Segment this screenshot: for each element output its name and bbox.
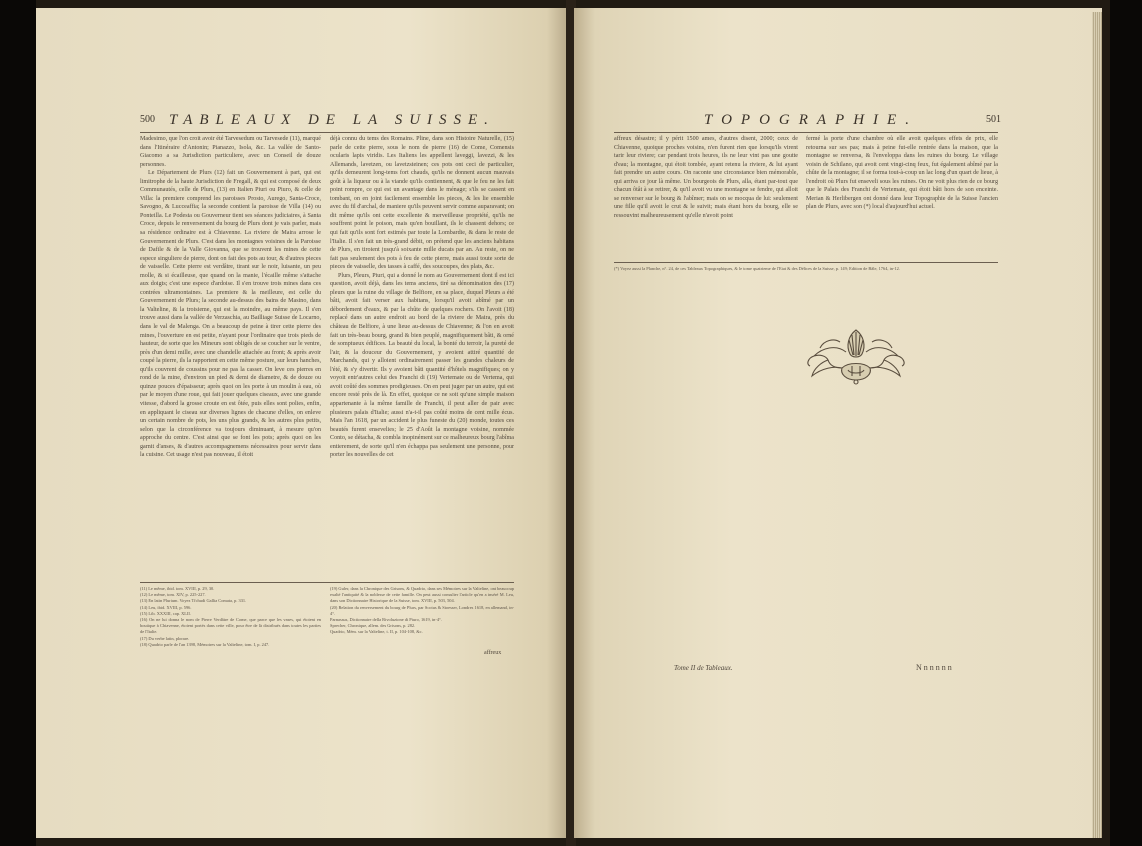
left-page-number: 500 bbox=[140, 114, 155, 125]
book-spread bbox=[36, 0, 1110, 846]
footnote: (19) Guler, dans la Chronique des Grisons, & Quadrio, dans ses Mémoires sur la Valteline, ont beaucoup exalté l'antiquité & la noblesse de cette famille. On peut aussi consulter l'article qu'en a inséré M. Leu, dans son Dictionnaire Historique de la Suisse, tom. XVIII, p. 503, 504. bbox=[330, 586, 514, 604]
footnote: (12) Le même, tom. XIV, p. 225-227. bbox=[140, 592, 206, 598]
footnote: (20) Relation du renversement du bourg de Plurs, par Scotus & Stoesser, Londres 1618, en allemand, in-4°. bbox=[330, 604, 514, 616]
shell-ornament-icon bbox=[800, 322, 912, 386]
left-column-2 bbox=[330, 135, 514, 460]
signature-mark-right: Nnnnnn bbox=[916, 663, 954, 672]
footnote: (11) Le même, ibid. tom. XVIII, p. 29, 30. bbox=[140, 586, 215, 591]
catchword: affreux bbox=[484, 650, 502, 656]
paragraph: Madesimo, que l'on croit avoir été Tarvesedum ou Tarvesede (11), marqué dans l'Itinéraire d'Antonin; Pianazzo, Isola, &c. La vallée de Santo-Giacomo a sa Jurisdiction particuliere, avec un Conseil de douze personnes. bbox=[140, 136, 321, 168]
paragraph: Plurs, Pleurs, Piuri, qui a donné le nom au Gouvernement dont il est ici question, avoit déjà, dans les tems anciens, tiré sa dénomination des (17) pleurs que la ruine du village de Belfiore, en sa place, duquel Pleurs a été bâti, avoit fait verser aux habitans, lorsqu'il avoit abîmé par un débordement d'eaux, & par la chûte de quelques rochers. On l'avoit (18) replacé dans un autre endroit au bord de la riviere de Maira, près du château de Belfiore, à une lieue au-dessus de Chiavenne; & l'on en avoit fait un très-beau bourg, grand & bien peuplé, magnifiquement bâti, & orné de somptueux édifices. La beauté du local, la bonté du terroir, la pureté de l'air, & la douceur du Gouvernement, y avoient attiré quantité de Marchands, qui y alloient ordinairement passer les grandes chaleurs de l'été, & s'y divertir. Ils y avoient bâti quantité d'hôtels magnifiques; on y voyoit entr'autres celui des Franchi di (19) Vertemate ou de Vertema, qui avoit coûté des sommes prodigieuses. On en peut juger par un autre, qui est encore resté près de là. En effet, quoique ce ne soit qu'une simple maison appartenante à la même famille de Franchi, il peut aller de pair avec plusieurs palais d'Italie; aussi n'a-t-il pas coûté moins de cent mille écus. Mais l'an 1618, par un accident le plus funeste du (20) monde, toutes ces beautés furent ensevelies; le 25 d'Août la montagne voisine, nommée Conto, se détacha, & combla inopinément sur ce malheureux bourg l'abîma entierement, de sorte qu'il n'en échappa pas seulement une personne, pour porter les nouvelles de cet bbox=[330, 272, 514, 459]
right-page-number: 501 bbox=[986, 114, 1001, 125]
page-edges bbox=[1092, 12, 1102, 838]
left-footnotes-2 bbox=[330, 586, 514, 636]
left-footnotes-1 bbox=[140, 586, 321, 648]
footnote: (14) Leu, ibid. XVIII, p. 596. bbox=[140, 604, 192, 610]
left-running-header: TABLEAUX DE LA SUISSE. bbox=[169, 112, 495, 128]
left-notes-rule bbox=[140, 582, 514, 583]
right-column-2 bbox=[806, 135, 998, 212]
footnote: (15) Lib. XXXIII, cap. XLII. bbox=[140, 610, 191, 616]
footnote: Quadrio, Mém. sur la Valteline, t. II, p. 104-108, &c. bbox=[330, 629, 423, 635]
right-footnote: (*) Voyez aussi la Planche, n°. 24, de ces Tableaux Topographiques, & le tome quatrieme de l'Etat & des Délices de la Suisse, p. 149; Edition de Bâle, 1764, in-12. bbox=[614, 266, 900, 271]
right-page bbox=[574, 8, 1102, 838]
right-running-header: TOPOGRAPHIE. bbox=[704, 112, 918, 128]
left-header-rule bbox=[140, 132, 514, 133]
paragraph: affreux désastre; il y périt 1500 ames, d'autres disent, 2000; ceux de Chiavenne, quoique proches voisins, n'en furent rien que lorsqu'ils virent tarir leur riviere; car pendant trois heures, ils ne leur vint pas une goutte d'eau; la montagne, qui étoit tombée, ayant retenu la riviere, & lui ayant fait prendre un autre cours. On raconte une circonstance bien mémorable, qui arriva ce jour là même. Un bourgeois de Plurs, alla, étant par-tout que chacun ôtât à se retirer, & qu'il avoit vu une montagne se fendre, qui alloit se renverser sur le bourg & l'abîmer; mais on se mocqua de lui: seulement une fille qu'il avoit le crut & le suivit; mais étant hors du bourg, elle se ressouvint malheureusement qu'elle n'avoit point bbox=[614, 136, 798, 219]
footnote: (17) Du verbe latin, plorare. bbox=[140, 635, 190, 641]
right-header-rule bbox=[614, 132, 998, 133]
right-column-1 bbox=[614, 135, 798, 220]
footnote: (18) Quadrio parle de l'an 1398, Mémoires sur la Valteline, tom. I, p. 247. bbox=[140, 641, 270, 647]
footnote: (13) En latin Plurium. Voyez Tfchudi Gallia Comata, p. 331. bbox=[140, 598, 247, 604]
footnote: Sprecher, Chronique, allem. des Grisons, p. 282. bbox=[330, 623, 416, 629]
footnote: (16) On ne lui donna le nom de Pierre Verdâtre de Come, que parce que les vases, qui étoient en boutique à Chiavenne, étoient portés dans cette ville, pour être de là distribués dans toutes les parties de l'Italie. bbox=[140, 617, 321, 635]
paragraph: Le Département de Plurs (12) fait un Gouvernement à part, qui est limitrophe de la haute Jurisdiction de Fregall, & qui est composé de deux Communautés, celle de Plurs, (13) en Italien Piuri ou Piuro, & celle de Villa: la premiere comprend les paroisses Prosto, Aurego, Santa-Croce, Savogno, & Lucceaffia; la seconde contient la paroisse de Villa (14) ou Ponteilla. Le Podesta ou Gouverneur tient ses séances judiciaires, à Santa Croce, depuis le renversement du bourg de Plurs dont je vais parler, mais sa résidence ordinaire est à Chiavenne. La riviere de Maira arrose le Gouvernement de Plurs. C'est dans les montagnes voisines de la Paroisse de Dafile & de la Valle Giovanna, que se trouvent les mines de cette espece singuliere de pierre, dont on fait des pots au tour, & d'autres pieces de vaisselle. Cette pierre est verdâtre, tirant sur le noir, luisante, un peu molle, & si écailleuse, que quand on la manie, l'écaille même s'attache aux doigts; c'est une espece d'ardoise. Il s'en trouve trois mines dans ces contrées ultramontaines. La premiere & la meilleure, est celle du Gouvernement de Plurs; la seconde au-dessus des bains de Masino, dans la Valteline, & la troisieme, qui est la moindre, au même pays. Il s'en trouve aussi dans la vallée de Verzaschia, au Bailliage Suisse de Locarno, dans le val de Malenga. On a beaucoup de peine à tirer cette pierre des mines, l'ouverture en est petite, n'ayant pour l'ordinaire que trois pieds de hauteur, de sorte que les Mineurs sont obligés de se coucher sur le ventre, près d'un demi mille, avec une chandelle attachée au front; & après avoir coupé la pierre, ils la rapportent en cette même posture, sur leurs hanches, qu'ils couvrent de coussins pour ne pas la casser. On leve ces pierres en rond de la mine, d'environ un pied & demi de diametre, & de douze ou quinze pouces d'épaisseur; après quoi on les porte à un moulin à eau, où par le moyen d'une roue, qui fait jouer quelques ciseaux, avec une grande vitesse, d'abord la grosse croute en est ôtée, puis elles sont polies, enfin, en appliquant le ciseau sur diverses lignes de chacune d'elles, on enleve un certain nombre de pots, les uns plus grands, & les autres plus petits, selon que la circonférence va toujours diminuant, à mesure qu'on approche du centre. C'est ainsi que se font les pots; après quoi on les garnit d'anses, & d'autres accompagnemens nécessaires pour servir dans la cuisine. Cet usage n'est pas nouveau, il étoit bbox=[140, 170, 321, 459]
left-column-1 bbox=[140, 135, 321, 460]
signature-mark-left: Tome II de Tableaux. bbox=[674, 664, 733, 672]
left-page bbox=[36, 8, 568, 838]
paragraph: fermé la porte d'une chambre où elle avoit quelques effets de prix, elle retourna sur ses pas; mais à peine fut-elle rentrée dans la maison, que la montagne se renversa, & l'enveloppa dans les ruines du bourg. Le village voisin de Schilano, qui avoit cent vingt-cinq feux, fut également abîmé par la chûte de la montagne; il se forma tout-à-coup un lac long d'un quart de lieue, à l'endroit où Plurs fut enseveli sous les ruines. On ne voit plus rien de ce bourg que le Palais des Franchi de Vertemate, qui étoit bâti hors de son enceinte. Merian & Herlibergen ont donné dans leur Topographie de la Suisse l'ancien plan de Plurs, avec son (*) local d'aujourd'hui actuel. bbox=[806, 136, 998, 211]
footnote: Parnassus, Dictionnaire della Rivoluzione di Piuro, 1619, in-4°. bbox=[330, 617, 442, 623]
paragraph: déjà connu du tems des Romains. Pline, dans son Histoire Naturelle, (15) parle de cette pierre, sous le nom de pierre (16) de Come, Comensis ocularis lapis viridis. Les Italiens les appellent laveggi, lavezzi, & les Allemands, lavetzen, ou lavetzsteinen; ces pots ont ceci de particulier, qu'ils demeurent long-tems fort chauds, qu'ils ne donnent aucun mauvais goût à la liqueur ou à la viande qu'ils contiennent, & que le feu ne les fait point rompre, ce qui est un avantage dans le ménage; s'ils se cassent en tombant, on en joint facilement ensemble les pieces, & les lie ensemble avec du fil d'archal, de maniere qu'ils peuvent servir comme auparavant; on dit même qu'ils ont cette excellente & merveilleuse propriété, qu'ils ne souffrent point le poison, mais qu'en bouillant, ils le chassent dehors; ce qui fait qu'ils sont fort estimés par toute la Lombardie, & dans le reste de l'Italie. Il s'en fait un très-grand débit, on prétend que les anciens habitans de Plurs, en tiroient jusqu'à soixante mille ducats par an. Au reste, on ne fait pas seulement des pots à feu de cette pierre, mais aussi toute sorte de pieces de vaisselle, des tasses à caffé, des soucoupes, des plats, &c. bbox=[330, 136, 514, 271]
right-notes-rule bbox=[614, 262, 998, 263]
